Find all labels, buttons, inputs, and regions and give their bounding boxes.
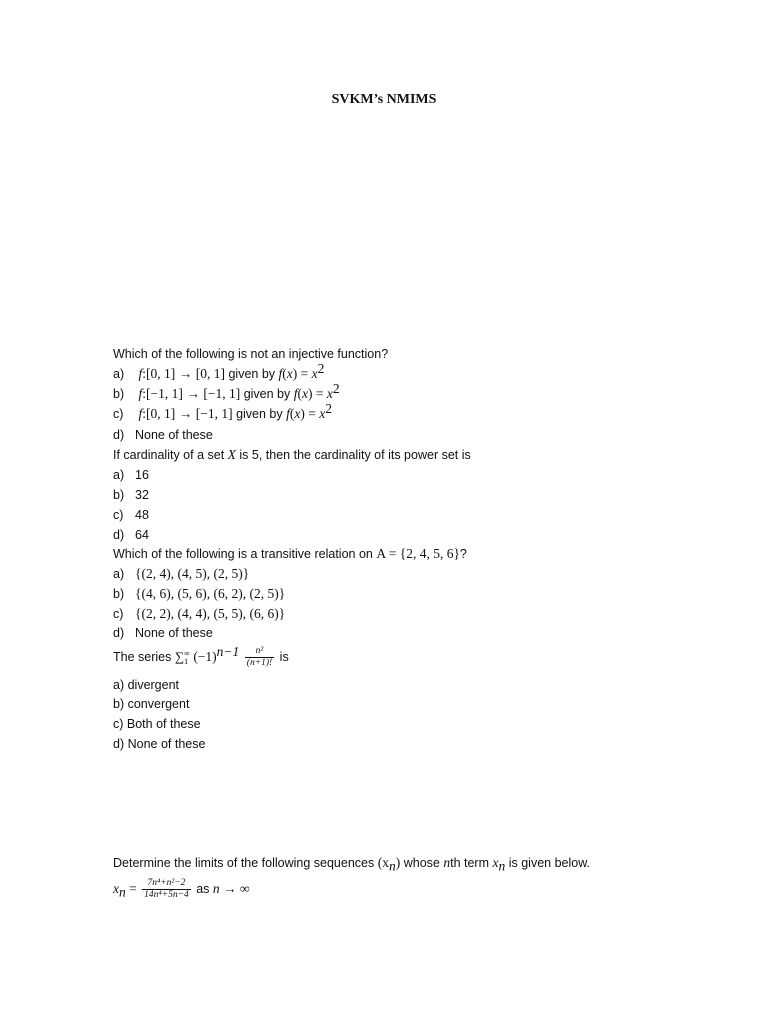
q3-option-b: b) {(4, 6), (5, 6), (6, 2), (2, 5)} xyxy=(113,586,286,601)
series-fraction: $\frac{\text{n²}}{(n+1)!}$ xyxy=(246,646,273,669)
q4-option-c: c) Both of these xyxy=(113,717,201,731)
q4-option-a: a) divergent xyxy=(113,678,180,692)
q3-option-d: d) None of these xyxy=(113,626,213,640)
q1-option-a: a) f:[0, 1] → [0, 1] given by $f(x) = x^2$ xyxy=(113,360,325,381)
q4-option-b: b) convergent xyxy=(113,697,190,711)
q1-option-b: b) f:[−1, 1] → [−1, 1] given by $f(x) = x^2$ xyxy=(113,380,340,401)
q2-option-c: c) 48 xyxy=(113,508,149,522)
sequence-fraction: $\frac{\text{7n⁴+n²−2}}{\text{14n⁴+5n−4}}$ xyxy=(144,878,189,901)
q5-sequence-formula: $x_n$ = $\frac{\text{7n⁴+n²−2}}{\text{14n⁴+5n−4}}$ as n → ∞ xyxy=(113,878,250,901)
q4-option-d: d) None of these xyxy=(113,737,206,751)
q4-question: The series ∑ ∞ 1 $(-1)^{n-1}$ $\frac{\text{n²}}{(n+1)!}$ is xyxy=(113,643,289,669)
page-title: SVKM’s NMIMS xyxy=(331,92,437,107)
q3-option-c: c) {(2, 2), (4, 4), (5, 5), (6, 6)} xyxy=(113,606,286,621)
q3-option-a: a) {(2, 4), (4, 5), (2, 5)} xyxy=(113,566,250,581)
q2-option-d: d) 64 xyxy=(113,528,149,542)
q5-question: Determine the limits of the following sequences $(x_n)$ whose nth term $x_n$ is given below. xyxy=(113,855,591,874)
q1-option-c: c) f:[0, 1] → [−1, 1] given by $f(x) = x^2$ xyxy=(113,400,332,421)
q2-question: If cardinality of a set X is 5, then the cardinality of its power set is xyxy=(113,447,471,462)
q2-option-a: a) 16 xyxy=(113,468,149,482)
q1-question: Which of the following is not an injective function? xyxy=(113,347,389,361)
sigma-symbol: ∑ xyxy=(174,649,185,664)
q3-question: Which of the following is a transitive relation on A = {2, 4, 5, 6}? xyxy=(113,546,467,561)
q1-option-d: d) None of these xyxy=(113,428,213,442)
q2-option-b: b) 32 xyxy=(113,488,149,502)
